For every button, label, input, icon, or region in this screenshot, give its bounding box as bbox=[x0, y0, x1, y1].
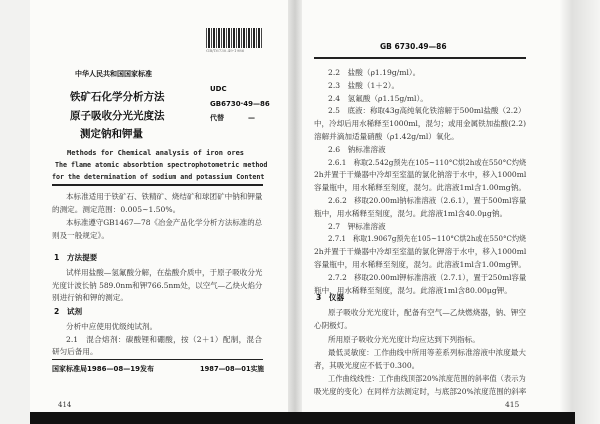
body-text-line: 容量瓶中，用水稀释至刻度，混匀。此溶液1ml含1.00mg钾。 bbox=[314, 260, 526, 269]
body-text-line: 则及一般规定》。 bbox=[52, 231, 109, 240]
scan-shadow-band bbox=[30, 412, 575, 424]
body-text-line: 原子吸收分光光度计，配备有空气—乙炔燃烧器，钠、钾空 bbox=[328, 308, 526, 317]
replaces-value: — bbox=[248, 114, 255, 122]
udc-label: UDC bbox=[210, 85, 227, 93]
barcode-icon bbox=[206, 28, 262, 48]
body-text-line: 2.1 混合熔剂：碳酸锂和硼酸，按（2＋1）配制，混合 bbox=[66, 335, 262, 344]
body-text-line: 2.5 底液：称取43g高纯氧化铁溶解于500ml盐酸（2.2） bbox=[328, 106, 526, 115]
page-number-right: 415 bbox=[505, 400, 520, 409]
body-text-line: 2.6.1 称取2.542g预先在105~110°C烘2h或在550°C灼烧 bbox=[328, 158, 527, 167]
body-text-line: 所用原子吸收分光光度计均应达到下列指标。 bbox=[328, 335, 480, 344]
body-text-line: 研匀后备用。 bbox=[52, 347, 98, 356]
body-text-line: 瓶中，用水稀释至刻度，混匀。此溶液1ml含40.0μg钠。 bbox=[314, 209, 508, 218]
body-text-line: 光度计波长钠 589.0nm和钾766.5nm处，以空气—乙炔火焰分 bbox=[52, 281, 263, 290]
title-line-1: 铁矿石化学分析方法 bbox=[70, 91, 165, 103]
body-text-line: 溶解并滴加适量硝酸（ρ1.42g/ml）氧化。 bbox=[314, 132, 459, 141]
body-text-line: 本标准遵守GB1467—78《冶金产品化学分析方法标准的总 bbox=[66, 218, 263, 227]
title-line-2: 原子吸收分光光度法 bbox=[70, 110, 165, 122]
body-text-line: 瓶中，用水稀释至刻度，混匀。此溶液1ml含80.00μg钾。 bbox=[314, 286, 512, 295]
body-text-line: 别进行钠和钾的测定。 bbox=[52, 293, 128, 302]
body-text-line: 容量瓶中，用水稀释至刻度，混匀。此溶液1ml含1.00mg钠。 bbox=[314, 183, 526, 192]
english-title-1: Methods for Chemical analysis of iron ores bbox=[67, 149, 245, 157]
replaces-label: 代替 bbox=[210, 114, 224, 122]
standard-code: GB6730·49—86 bbox=[210, 100, 270, 108]
title-line-3: 测定钠和钾量 bbox=[80, 128, 143, 140]
barcode-caption: GB/T6730.49-1986 bbox=[206, 48, 245, 53]
body-text-line: 2h并置于干燥器中冷却至室温的氯化钾溶于水中，移入1000ml bbox=[314, 247, 527, 256]
body-text-line: 试样用盐酸—氢氟酸分解，在盐酸介质中，于原子吸收分光 bbox=[66, 268, 263, 277]
body-text-line: 2h并置于干燥器中冷却至室温的氯化钠溶于水中，移入1000ml bbox=[314, 170, 527, 179]
body-text-line: 2.7.2 移取20.00ml钾标准溶液（2.7.1），置于250ml容量 bbox=[328, 273, 527, 282]
body-text-line: 工作曲线线性：工作曲线顶部20%浓度范围的斜率值（表示为 bbox=[328, 374, 526, 383]
body-text-line: 2.2 盐酸（ρ1.19g/ml）。 bbox=[328, 68, 421, 77]
right-page-header: GB 6730.49—86 bbox=[380, 42, 447, 51]
issued-date: 国家标准局1986—08—19发布 bbox=[52, 365, 154, 373]
national-standard-header: 中华人民共和国国家标准 bbox=[75, 70, 152, 78]
english-title-2: The flame atomic absorbtion spectrophotometric method bbox=[55, 161, 268, 169]
book-gutter bbox=[288, 0, 302, 414]
page-number-left: 414 bbox=[58, 401, 72, 409]
body-text-line: 2.7 钾标准溶液 bbox=[328, 222, 386, 231]
body-text-line: 吸光度的变化）在同样方法测定时，与底部20%浓度范围的斜率 bbox=[314, 387, 527, 396]
body-text-line: 2.6.2 移取20.00ml钠标准溶液（2.6.1），置于500ml容量 bbox=[328, 196, 527, 205]
english-title-3: for the determination of sodium and potassium Content bbox=[52, 173, 265, 181]
body-text-line: 中，冷却后用水稀释至1000ml，混匀；或用金属铁加盐酸(2.2) bbox=[314, 119, 527, 128]
header-divider bbox=[52, 184, 263, 186]
body-text-line: 2.6 钠标准溶液 bbox=[328, 145, 386, 154]
body-text-line: 本标准适用于铁矿石、铁精矿、烧结矿和球团矿中钠和钾量 bbox=[66, 192, 263, 201]
body-text-line: 者，其吸光度应不低于0.300。 bbox=[314, 361, 420, 370]
body-text-line: 2.7.1 称取1.9067g预先在105~110°C烘2h或在550°C灼烧 bbox=[328, 234, 527, 243]
body-text-line: 最低灵敏度：工作曲线中所用等差系列标准溶液中浓度最大 bbox=[328, 348, 526, 357]
page-edge bbox=[560, 0, 600, 424]
effective-date: 1987—08—01实施 bbox=[200, 365, 264, 373]
body-text-line: 心阴极灯。 bbox=[314, 321, 352, 330]
section-heading: 1 方法提要 bbox=[54, 253, 98, 262]
section-heading: 2 试剂 bbox=[54, 307, 83, 316]
body-text-line: 分析中应使用优级纯试剂。 bbox=[66, 322, 158, 331]
body-text-line: 2.4 氢氟酸（ρ1.15g/ml）。 bbox=[328, 94, 428, 103]
footer-divider bbox=[52, 359, 263, 360]
section-heading: 3 仪器 bbox=[316, 293, 345, 302]
body-text-line: 的测定。测定范围：0.005~1.50%。 bbox=[52, 205, 181, 214]
right-header-divider bbox=[314, 57, 526, 59]
body-text-line: 2.3 盐酸（1＋2）。 bbox=[328, 81, 400, 90]
